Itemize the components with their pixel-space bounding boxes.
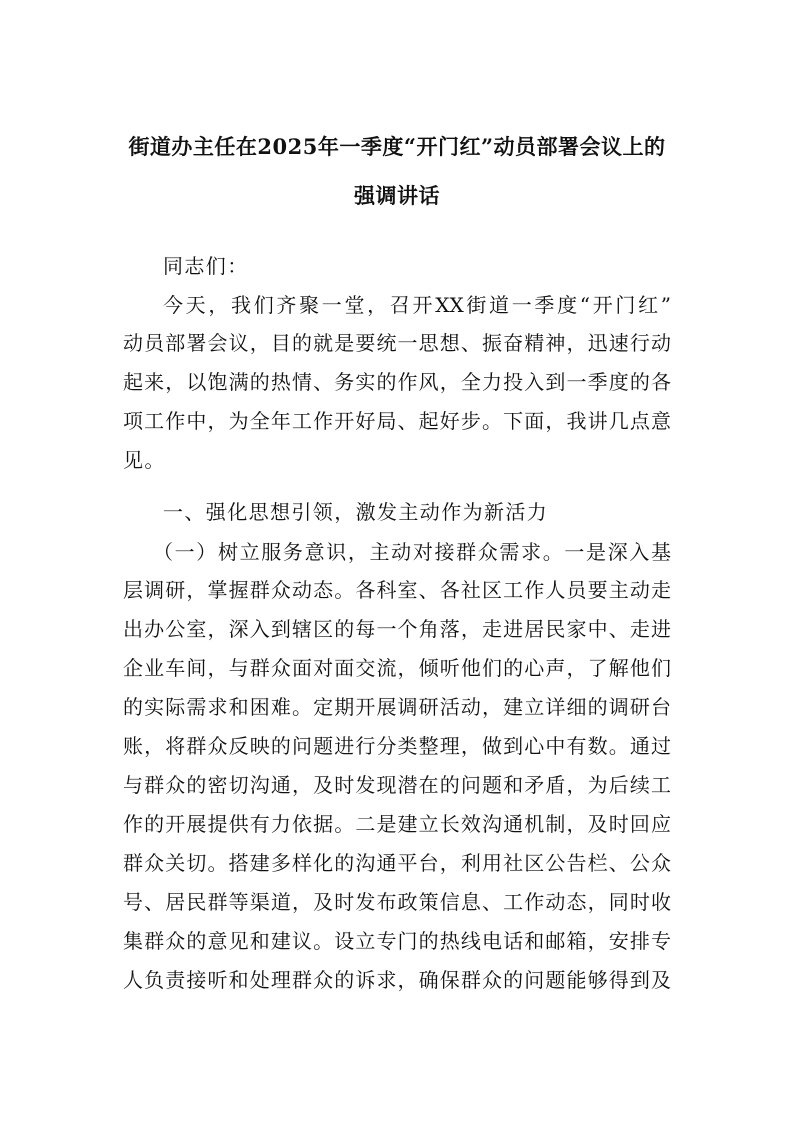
- paragraph-line: 账，将群众反映的问题进行分类整理，做到心中有数。通过: [123, 734, 671, 758]
- salutation: 同志们：: [163, 254, 249, 278]
- paragraph-line: 与群众的密切沟通，及时发现潜在的问题和矛盾，为后续工: [123, 773, 671, 797]
- paragraph-line: 层调研，掌握群众动态。各科室、各社区工作人员要主动走: [123, 578, 671, 602]
- paragraph-line: 今天，我们齐聚一堂，召开XX街道一季度“开门红”: [163, 293, 671, 317]
- paragraph-line: 集群众的意见和建议。设立专门的热线电话和邮箱，安排专: [123, 929, 671, 953]
- paragraph-line: 出办公室，深入到辖区的每一个角落，走进居民家中、走进: [123, 617, 671, 641]
- paragraph-line: 动员部署会议，目的就是要统一思想、振奋精神，迅速行动: [123, 331, 671, 355]
- paragraph-line: 企业车间，与群众面对面交流，倾听他们的心声，了解他们: [123, 656, 671, 680]
- paragraph-line: 见。: [123, 448, 166, 472]
- paragraph-line: 人负责接听和处理群众的诉求，确保群众的问题能够得到及: [123, 968, 671, 992]
- document-title-line-1: 街道办主任在2025年一季度“开门红”动员部署会议上的: [128, 134, 666, 159]
- paragraph-line: 群众关切。搭建多样化的沟通平台，利用社区公告栏、公众: [123, 851, 671, 875]
- document-title-line-2: 强调讲话: [354, 183, 440, 208]
- paragraph-line: 作的开展提供有力依据。二是建立长效沟通机制，及时回应: [123, 812, 671, 836]
- paragraph-line: （一）树立服务意识，主动对接群众需求。一是深入基: [153, 540, 671, 564]
- section-heading: 一、强化思想引领，激发主动作为新活力: [163, 500, 549, 524]
- paragraph-line: 项工作中，为全年工作开好局、起好步。下面，我讲几点意: [123, 409, 671, 433]
- paragraph-line: 的实际需求和困难。定期开展调研活动，建立详细的调研台: [123, 695, 671, 719]
- paragraph-line: 号、居民群等渠道，及时发布政策信息、工作动态，同时收: [123, 890, 671, 914]
- paragraph-line: 起来，以饱满的热情、务实的作风，全力投入到一季度的各: [123, 370, 671, 394]
